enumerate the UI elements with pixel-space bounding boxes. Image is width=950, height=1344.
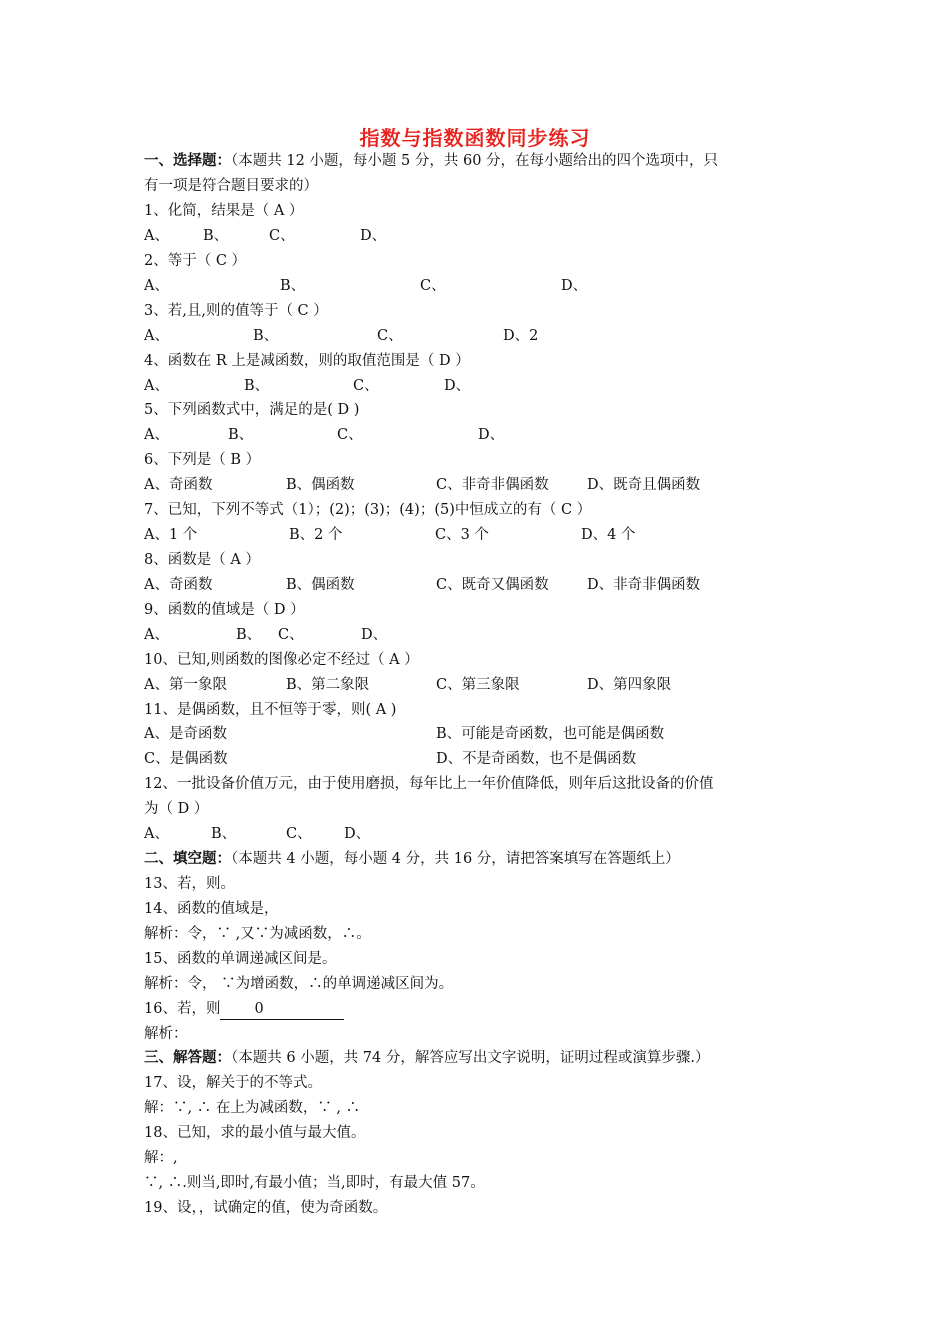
option-c: C、 xyxy=(420,278,446,294)
question-12-stem: 12、一批设备价值万元，由于使用磨损，每年比上一年价值降低，则年后这批设备的价值 xyxy=(144,776,714,792)
option-a: A、1 个 xyxy=(144,527,198,543)
section3-header xyxy=(144,1048,709,1068)
option-b: B、 xyxy=(211,826,237,842)
option-b: B、第二象限 xyxy=(286,677,370,693)
section2-desc: （本题共 4 小题，每小题 4 分，共 16 分，请把答案填写在答题纸上） xyxy=(231,851,680,867)
answer-blank: 0 xyxy=(220,999,344,1020)
question-14: 14、函数的值域是， xyxy=(144,901,279,917)
section2-header xyxy=(144,849,680,869)
option-c: C、第三象限 xyxy=(436,677,520,693)
option-a: A、 xyxy=(144,328,169,344)
section2-heading: 二、填空题： xyxy=(144,851,231,867)
option-c: C、 xyxy=(286,826,312,842)
option-d: D、 xyxy=(478,427,505,443)
question-2-stem: 2、等于（ C ） xyxy=(144,253,247,269)
option-c: C、 xyxy=(278,627,304,643)
option-d: D、 xyxy=(344,826,371,842)
question-17-solution: 解：∵, ∴ 在上为减函数，∵ , ∴ xyxy=(144,1100,361,1116)
option-b: B、 xyxy=(236,627,262,643)
option-b: B、 xyxy=(203,228,229,244)
option-b: B、 xyxy=(280,278,306,294)
option-d: D、 xyxy=(561,278,588,294)
option-a: A、 xyxy=(144,278,169,294)
option-a: A、 xyxy=(144,427,169,443)
option-d: D、不是奇函数，也不是偶函数 xyxy=(436,751,637,767)
option-c: C、是偶函数 xyxy=(144,751,228,767)
question-14-solution: 解析：令，∵ ,又∵为减函数，∴。 xyxy=(144,926,371,942)
question-6-stem: 6、下列是（ B ） xyxy=(144,452,261,468)
option-b: B、偶函数 xyxy=(286,477,355,493)
question-17: 17、设，解关于的不等式。 xyxy=(144,1075,322,1091)
question-18-solution-line2: ∵, ∴.则当,即时,有最小值；当,即时，有最大值 57。 xyxy=(144,1175,485,1191)
option-c: C、既奇又偶函数 xyxy=(436,577,549,593)
option-c: C、非奇非偶函数 xyxy=(436,477,549,493)
question-3-stem: 3、若,且,则的值等于（ C ） xyxy=(144,303,328,319)
option-d: D、 xyxy=(360,228,387,244)
option-d: D、2 xyxy=(503,328,539,344)
option-b: B、2 个 xyxy=(289,527,343,543)
question-15-solution: 解析：令， ∵为增函数，∴的单调递减区间为。 xyxy=(144,976,454,992)
section1-desc-line1: （本题共 12 小题，每小题 5 分，共 60 分，在每小题给出的四个选项中，只 xyxy=(231,153,719,169)
option-c: C、 xyxy=(353,378,379,394)
section1-header xyxy=(144,151,718,171)
option-d: D、4 个 xyxy=(581,527,636,543)
option-a: A、是奇函数 xyxy=(144,726,227,742)
question-18-solution-line1: 解：, xyxy=(144,1150,178,1166)
option-b: B、偶函数 xyxy=(286,577,355,593)
question-5-stem: 5、下列函数式中，满足的是( D ) xyxy=(144,402,360,418)
option-d: D、既奇且偶函数 xyxy=(587,477,701,493)
option-a: A、奇函数 xyxy=(144,577,213,593)
question-19: 19、设，，试确定的值，使为奇函数。 xyxy=(144,1200,388,1216)
question-10-stem: 10、已知,则函数的图像必定不经过（ A ） xyxy=(144,652,419,668)
section1-desc-line2: 有一项是符合题目要求的） xyxy=(144,178,318,194)
question-16 xyxy=(144,999,344,1020)
option-c: C、 xyxy=(337,427,363,443)
option-c: C、3 个 xyxy=(435,527,489,543)
question-9-stem: 9、函数的值域是（ D ） xyxy=(144,602,305,618)
question-16-prefix: 16、若，则 xyxy=(144,1001,221,1017)
option-c: C、 xyxy=(269,228,295,244)
question-18: 18、已知，求的最小值与最大值。 xyxy=(144,1125,366,1141)
question-8-stem: 8、函数是（ A ） xyxy=(144,552,260,568)
option-d: D、 xyxy=(444,378,471,394)
option-c: C、 xyxy=(377,328,403,344)
option-a: A、 xyxy=(144,627,169,643)
section3-heading: 三、解答题： xyxy=(144,1050,231,1066)
option-a: A、 xyxy=(144,228,169,244)
option-a: A、奇函数 xyxy=(144,477,213,493)
option-b: B、可能是奇函数，也可能是偶函数 xyxy=(436,726,665,742)
question-11-stem: 11、是偶函数，且不恒等于零，则( A ) xyxy=(144,702,397,718)
section1-heading: 一、选择题： xyxy=(144,153,231,169)
question-13: 13、若，则。 xyxy=(144,876,235,892)
option-d: D、非奇非偶函数 xyxy=(587,577,701,593)
section3-desc: （本题共 6 小题，共 74 分，解答应写出文字说明，证明过程或演算步骤.） xyxy=(231,1050,710,1066)
question-7-stem: 7、已知，下列不等式（1）；(2)；(3)；(4)；(5)中恒成立的有（ C ） xyxy=(144,502,592,518)
question-1-stem: 1、化简，结果是（ A ） xyxy=(144,203,304,219)
option-d: D、第四象限 xyxy=(587,677,672,693)
option-d: D、 xyxy=(361,627,388,643)
option-b: B、 xyxy=(253,328,279,344)
question-4-stem: 4、函数在 R 上是减函数，则的取值范围是（ D ） xyxy=(144,353,470,369)
option-a: A、 xyxy=(144,826,169,842)
page-title: 指数与指数函数同步练习 xyxy=(359,126,591,150)
option-b: B、 xyxy=(244,378,270,394)
option-b: B、 xyxy=(228,427,254,443)
question-16-solution: 解析： xyxy=(144,1026,188,1042)
option-a: A、第一象限 xyxy=(144,677,227,693)
question-15: 15、函数的单调递减区间是。 xyxy=(144,951,337,967)
option-a: A、 xyxy=(144,378,169,394)
question-12-stem-cont: 为（ D ） xyxy=(144,801,209,817)
